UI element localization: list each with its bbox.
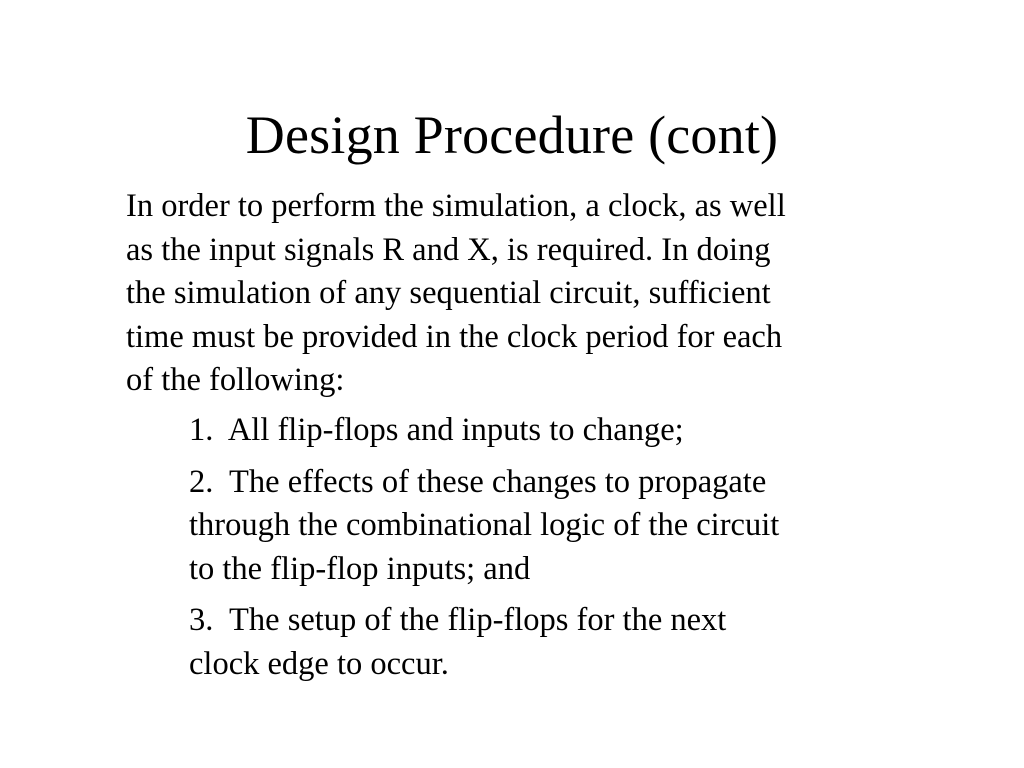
- list-item-line: 3. The setup of the flip-flops for the next: [189, 602, 727, 638]
- list-item-3: [189, 599, 979, 686]
- list-item-line: 1. All flip-flops and inputs to change;: [189, 412, 684, 448]
- intro-line: of the following:: [126, 362, 345, 398]
- intro-line: the simulation of any sequential circuit, sufficient: [126, 275, 771, 311]
- intro-line: as the input signals R and X, is required. In doing: [126, 231, 771, 268]
- list-item-line: 2. The effects of these changes to propagate: [189, 463, 767, 500]
- list-item-line: to the flip-flop inputs; and: [189, 550, 531, 587]
- intro-line: In order to perform the simulation, a clock, as well: [126, 188, 786, 224]
- intro-paragraph: [126, 185, 956, 403]
- intro-line: time must be provided in the clock period for each: [126, 318, 783, 355]
- procedure-list: [189, 409, 979, 694]
- list-item-line: through the combinational logic of the circuit: [189, 507, 780, 543]
- list-item-1: [189, 409, 979, 453]
- list-item-line: clock edge to occur.: [189, 645, 449, 682]
- list-item-2: [189, 461, 979, 592]
- slide-title: Design Procedure (cont): [245, 105, 779, 165]
